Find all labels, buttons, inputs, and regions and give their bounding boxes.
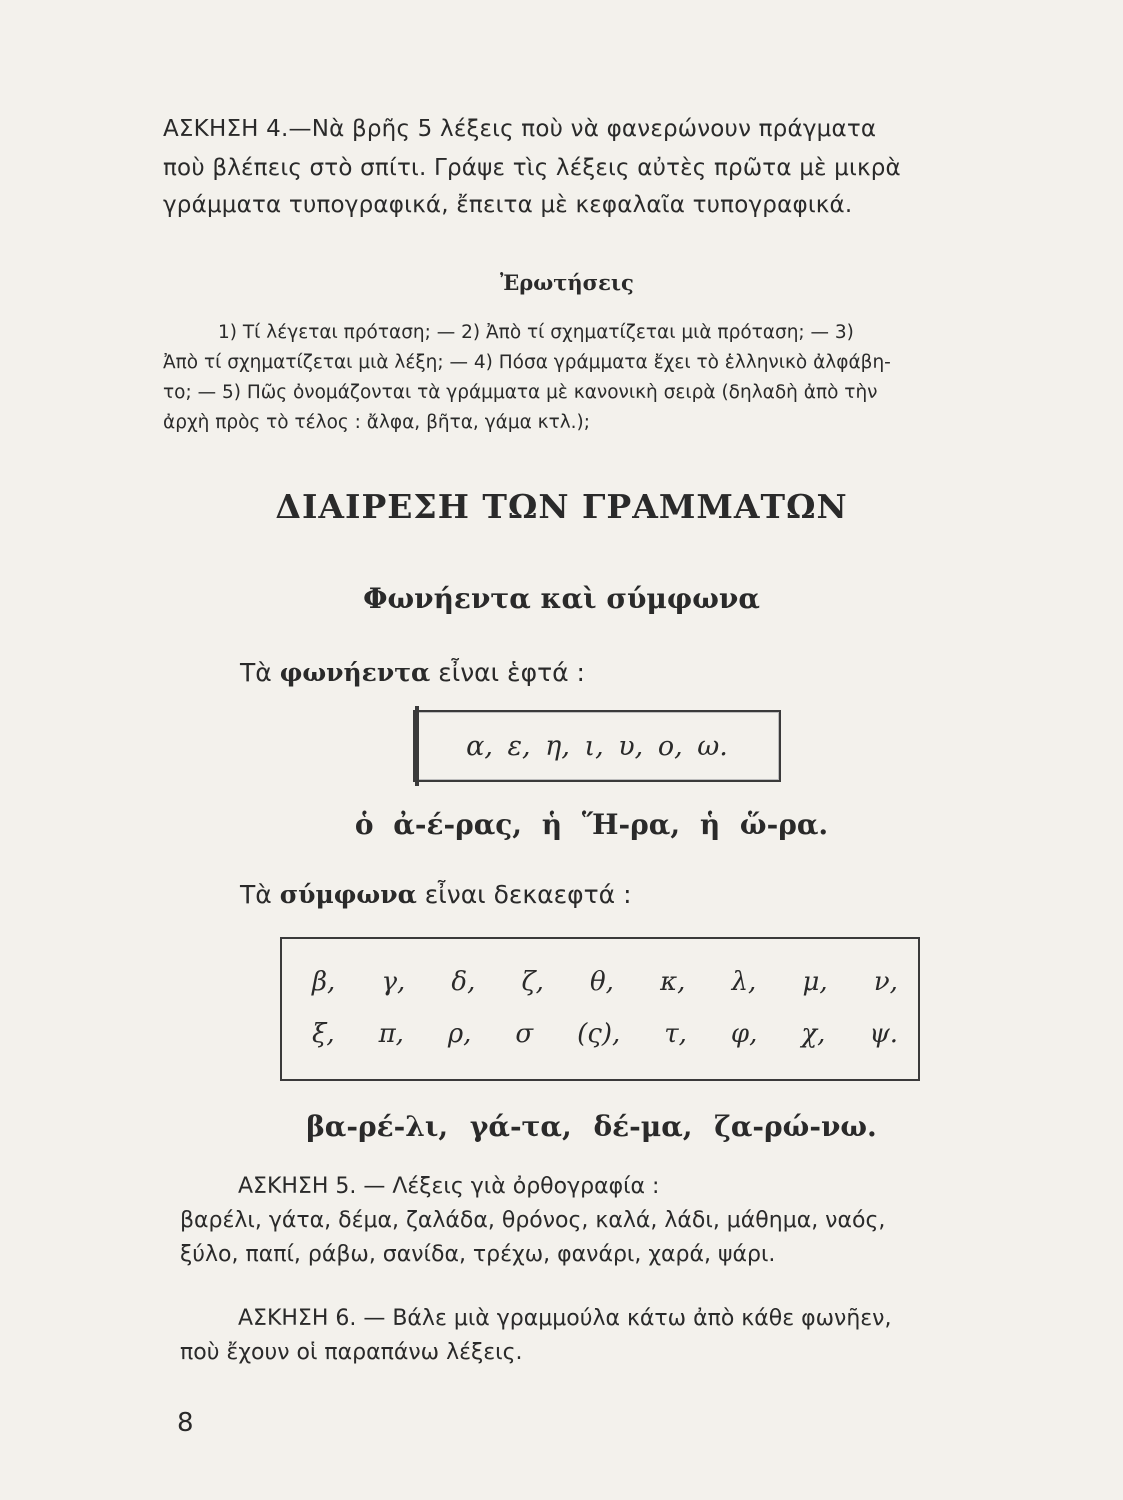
questions-line-1: 1) Τί λέγεται πρόταση; — 2) Ἀπὸ τί σχηματίζεται μιὰ πρόταση; — 3) — [218, 322, 854, 343]
page-number: 8 — [177, 1408, 194, 1438]
exercise6-line-2: ποὺ ἔχουν οἱ παραπάνω λέξεις. — [180, 1340, 523, 1365]
questions-title: Ἐρωτήσεις — [500, 270, 634, 295]
consonant: χ, — [801, 1019, 826, 1049]
consonants-intro-pre: Τὰ — [240, 880, 272, 909]
vowels-examples: ὁ ἀ-έ-ρας, ἡ Ἥ-ρα, ἡ ὥ-ρα. — [354, 808, 829, 841]
exercise4-line-3: γράμματα τυπογραφικά, ἔπειτα μὲ κεφαλαῖα τυπογραφικά. — [163, 192, 853, 218]
exercise5-line-1: ΑΣΚΗΣΗ 5. — Λέξεις γιὰ ὀρθογραφία : — [238, 1174, 660, 1199]
vowels-intro-bold: φωνήεντα — [279, 658, 431, 687]
consonants-row-1 — [312, 967, 898, 997]
consonant: τ, — [664, 1019, 687, 1049]
section-subtitle: Φωνήεντα καὶ σύμφωνα — [363, 582, 760, 615]
questions-line-3: το; — 5) Πῶς ὀνομάζονται τὰ γράμματα μὲ κανονικὴ σειρὰ (δηλαδὴ ἀπὸ τὴν — [163, 382, 878, 403]
consonants-intro-bold: σύμφωνα — [279, 880, 417, 909]
consonant: π, — [378, 1019, 404, 1049]
section-title: ΔΙΑΙΡΕΣΗ ΤΩΝ ΓΡΑΜΜΑΤΩΝ — [275, 487, 848, 526]
consonant: (ς), — [577, 1019, 621, 1049]
consonant: δ, — [451, 967, 476, 997]
exercise5-line-2: βαρέλι, γάτα, δέμα, ζαλάδα, θρόνος, καλά, λάδι, μάθημα, ναός, — [180, 1208, 886, 1233]
exercise6-line-1: ΑΣΚΗΣΗ 6. — Βάλε μιὰ γραμμούλα κάτω ἀπὸ κάθε φωνῆεν, — [238, 1306, 892, 1331]
consonant: ψ. — [869, 1019, 898, 1049]
questions-line-2: Ἀπὸ τί σχηματίζεται μιὰ λέξη; — 4) Πόσα γράμματα ἔχει τὸ ἑλληνικὸ ἀλφάβη- — [163, 352, 891, 373]
consonant: γ, — [381, 967, 406, 997]
consonants-box — [280, 937, 920, 1081]
questions-line-4: ἀρχὴ πρὸς τὸ τέλος : ἄλφα, βῆτα, γάμα κτλ.); — [163, 412, 590, 433]
consonants-intro — [240, 880, 632, 909]
consonants-examples: βα-ρέ-λι, γά-τα, δέ-μα, ζα-ρώ-νω. — [306, 1110, 877, 1143]
consonant: θ, — [590, 967, 614, 997]
consonant: κ, — [660, 967, 686, 997]
vowels-box-left-rule — [415, 706, 419, 786]
exercise4-line-1: ΑΣΚΗΣΗ 4.—Νὰ βρῆς 5 λέξεις ποὺ νὰ φανερώνουν πράγματα — [163, 116, 877, 142]
consonant: ξ, — [312, 1019, 335, 1049]
consonants-row-2 — [312, 1019, 898, 1049]
consonant: σ — [515, 1019, 534, 1049]
consonant: μ, — [802, 967, 828, 997]
consonant: β, — [312, 967, 336, 997]
consonant: ρ, — [447, 1019, 472, 1049]
consonant: φ, — [730, 1019, 758, 1049]
consonants-intro-post: εἶναι δεκαεφτά : — [424, 880, 632, 909]
vowels-box — [413, 710, 781, 782]
vowels-intro-post: εἶναι ἑφτά : — [438, 658, 585, 687]
consonant: ν, — [873, 967, 898, 997]
exercise4-line-2: ποὺ βλέπεις στὸ σπίτι. Γράψε τὶς λέξεις αὐτὲς πρῶτα μὲ μικρὰ — [163, 155, 901, 181]
vowels-intro — [240, 658, 585, 687]
consonant: ζ, — [521, 967, 544, 997]
consonant: λ, — [731, 967, 757, 997]
vowels-letters: α, ε, η, ι, υ, ο, ω. — [466, 730, 728, 762]
vowels-intro-pre: Τὰ — [240, 658, 272, 687]
exercise5-line-3: ξύλο, παπί, ράβω, σανίδα, τρέχω, φανάρι, χαρά, ψάρι. — [180, 1242, 776, 1267]
